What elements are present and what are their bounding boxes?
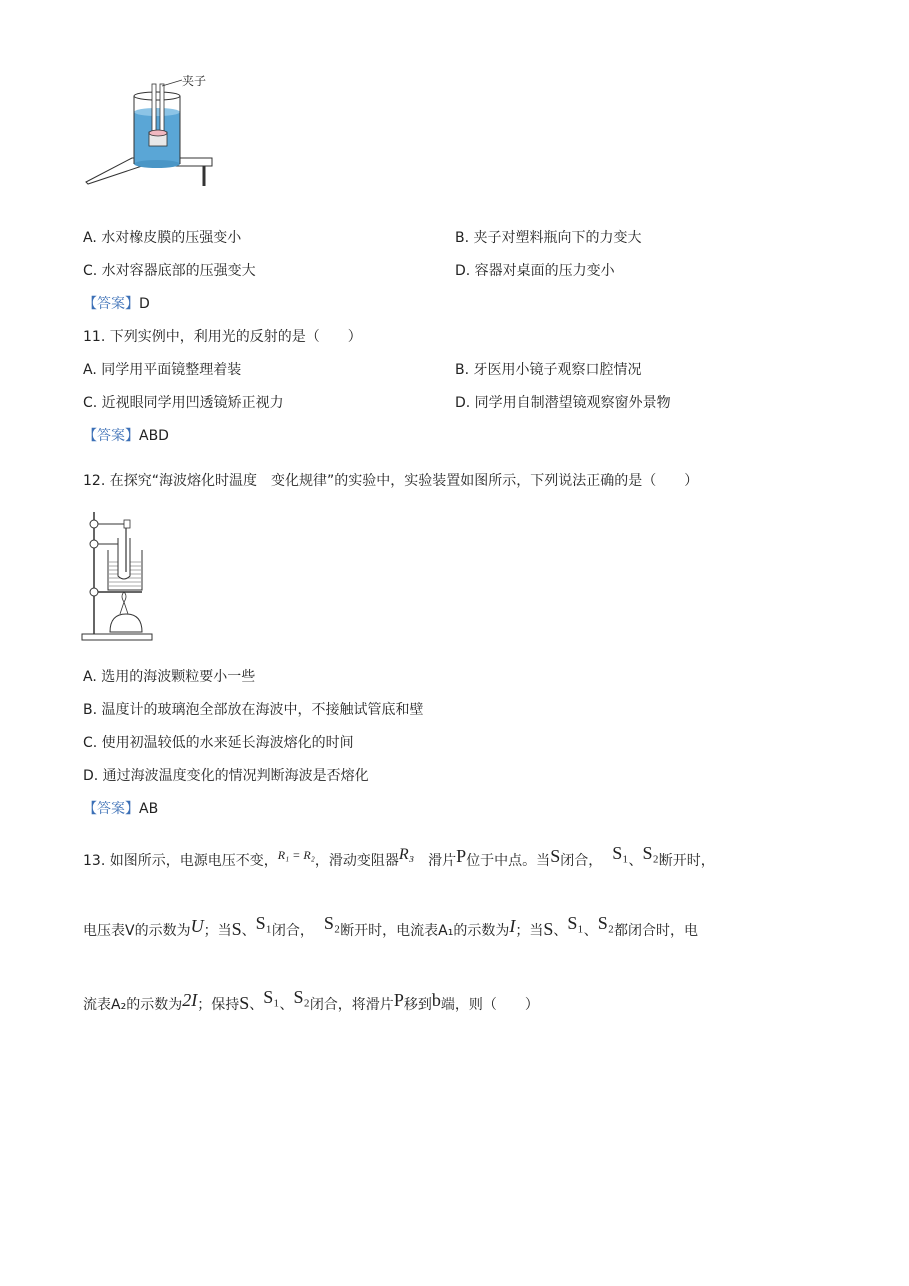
q13-text: 滑片 — [428, 853, 457, 869]
q12-option-d: D. 通过海波温度变化的情况判断海波是否熔化 — [83, 768, 369, 784]
q10-option-a: A. 水对橡皮膜的压强变小 — [83, 230, 242, 246]
q10-answer — [83, 295, 150, 313]
q13-text: 流表A₂的示数为 — [83, 997, 183, 1013]
i-symbol: I — [509, 916, 516, 936]
2i-symbol: 2I — [182, 990, 198, 1010]
q12-option-c: C. 使用初温较低的水来延长海波熔化的时间 — [83, 735, 354, 751]
answer-value: AB — [139, 801, 159, 817]
answer-value: D — [139, 296, 150, 312]
q13-text: 、 — [279, 997, 294, 1013]
s-symbol: S — [543, 919, 554, 939]
q13-text: ；当 — [203, 923, 232, 939]
s-symbol: S — [550, 846, 561, 866]
q13-text: 13. 如图所示，电源电压不变， — [83, 853, 278, 869]
q13-line-1 — [83, 840, 715, 874]
q13-text: 移到 — [403, 997, 432, 1013]
q13-text: 端，则（ ） — [440, 997, 539, 1013]
q13-text: ，滑动变阻器 — [314, 853, 399, 869]
answer-tag: 【答案】 — [83, 801, 139, 817]
s2-symbol: S₂ — [323, 913, 341, 933]
s2-symbol: S₂ — [642, 843, 659, 863]
q10-option-b: B. 夹子对塑料瓶向下的力变大 — [455, 230, 642, 246]
q10-option-d: D. 容器对桌面的压力变小 — [455, 263, 615, 279]
q11-option-a: A. 同学用平面镜整理着装 — [83, 362, 242, 378]
q12-stem: 12. 在探究“海波熔化时温度 变化规律”的实验中，实验装置如图所示，下列说法正确的是（ ） — [83, 473, 699, 489]
q11-option-d: D. 同学用自制潜望镜观察窗外景物 — [455, 395, 671, 411]
q13-text: 、 — [628, 853, 643, 869]
q11-option-b: B. 牙医用小镜子观察口腔情况 — [455, 362, 642, 378]
q13-text: 闭合， — [560, 853, 603, 869]
q12-option-b: B. 温度计的玻璃泡全部放在海波中，不接触试管底和壁 — [83, 702, 424, 718]
s2-symbol: S₂ — [597, 913, 614, 933]
q11-option-c: C. 近视眼同学用凹透镜矫正视力 — [83, 395, 284, 411]
q13-text: 都闭合时，电 — [614, 923, 698, 939]
clip-label: 夹子 — [182, 74, 207, 88]
s2-symbol: S₂ — [293, 987, 310, 1007]
q13-text: 闭合， — [271, 923, 314, 939]
u-symbol: U — [190, 916, 204, 936]
s1-symbol: S₁ — [567, 913, 584, 933]
q13-text: 、 — [553, 923, 568, 939]
q13-text: 断开时，电流表A₁的示数为 — [340, 923, 510, 939]
q13-text: 、 — [241, 923, 256, 939]
p-symbol: P — [456, 846, 467, 866]
q13-text: 位于中点。当 — [466, 853, 551, 869]
p-symbol: P — [393, 990, 404, 1010]
s1-symbol: S₁ — [255, 913, 272, 933]
q11-stem: 11. 下列实例中，利用光的反射的是（ ） — [83, 329, 362, 345]
answer-tag: 【答案】 — [83, 296, 139, 312]
q13-text: 、 — [249, 997, 264, 1013]
answer-value: ABD — [139, 428, 169, 444]
q13-text: 、 — [583, 923, 598, 939]
q13-line-2 — [83, 910, 698, 944]
s-symbol: S — [231, 919, 242, 939]
q13-text: 电压表V的示数为 — [83, 923, 191, 939]
answer-tag: 【答案】 — [83, 428, 139, 444]
beaker-figure — [82, 76, 217, 188]
q12-option-a: A. 选用的海波颗粒要小一些 — [83, 669, 256, 685]
b-symbol: b — [431, 990, 441, 1010]
q11-answer — [83, 427, 169, 445]
r1-eq-r2: R₁ = R₂ — [277, 848, 315, 862]
s1-symbol: S₁ — [263, 987, 280, 1007]
s1-symbol: S₁ — [612, 843, 629, 863]
q13-text: ；当 — [515, 923, 544, 939]
s-symbol: S — [239, 993, 250, 1013]
apparatus-figure — [80, 510, 155, 645]
q12-answer — [83, 800, 158, 818]
q13-line-3 — [83, 984, 539, 1018]
q13-text: 断开时， — [658, 853, 715, 869]
q10-option-c: C. 水对容器底部的压强变大 — [83, 263, 256, 279]
q13-text: ；保持 — [197, 997, 240, 1013]
r3-symbol: R₃ — [398, 846, 415, 863]
q13-text: 闭合，将滑片 — [309, 997, 394, 1013]
